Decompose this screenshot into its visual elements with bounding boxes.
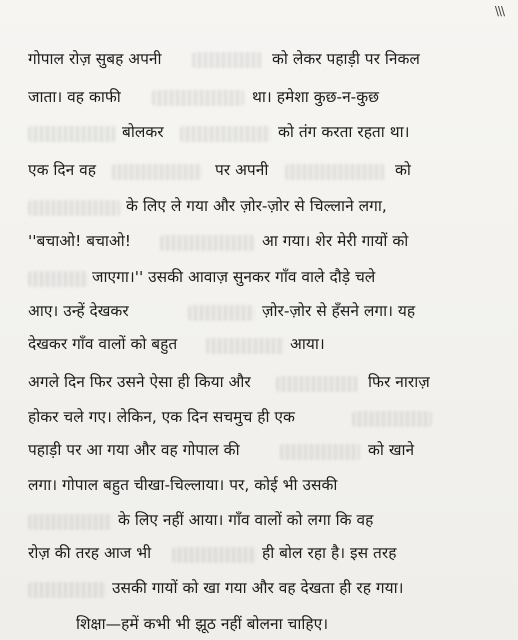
story-line-6-part-1: ''बचाओ! बचाओ! bbox=[28, 232, 132, 250]
story-line-4-part-2: पर अपनी bbox=[215, 161, 269, 179]
story-line-9-part-2: आया। bbox=[290, 335, 325, 353]
story-line-16: उसकी गायों को खा गया और वह देखता ही रह गया। bbox=[112, 579, 404, 597]
story-line-15-part-2: ही बोल रहा है। इस तरह bbox=[262, 544, 397, 562]
story-line-3-part-2: को तंग करता रहता था। bbox=[278, 123, 410, 141]
story-line-4-part-3: को bbox=[395, 161, 411, 179]
blank-gap bbox=[180, 126, 270, 142]
blank-gap bbox=[285, 164, 385, 180]
blank-gap bbox=[280, 444, 360, 460]
blank-gap bbox=[28, 514, 112, 530]
story-line-9-part-1: देखकर गाँव वालों को बहुत bbox=[28, 335, 178, 353]
story-line-4-part-1: एक दिन वह bbox=[28, 161, 97, 179]
story-line-10-part-1: अगले दिन फिर उसने ऐसा ही किया और bbox=[28, 373, 251, 391]
corner-scribble: \\\ bbox=[494, 4, 504, 18]
story-line-3-part-1: बोलकर bbox=[122, 123, 164, 141]
story-line-10-part-2: फिर नाराज़ bbox=[368, 373, 430, 391]
blank-gap bbox=[28, 126, 116, 142]
story-line-12-part-1: पहाड़ी पर आ गया और वह गोपाल की bbox=[28, 441, 240, 459]
blank-gap bbox=[172, 547, 256, 563]
story-line-1-part-1: गोपाल रोज़ सुबह अपनी bbox=[28, 50, 162, 68]
blank-gap bbox=[28, 271, 88, 287]
story-line-8-part-1: आए। उन्हें देखकर bbox=[28, 302, 129, 320]
moral-line: शिक्षा—हमें कभी भी झूठ नहीं बोलना चाहिए। bbox=[76, 615, 329, 633]
blank-gap bbox=[206, 338, 284, 354]
blank-gap bbox=[352, 411, 432, 427]
blank-gap bbox=[276, 376, 358, 392]
blank-gap bbox=[192, 52, 262, 68]
story-line-14: के लिए नहीं आया। गाँव वालों को लगा कि वह bbox=[118, 511, 374, 529]
story-line-11: होकर चले गए। लेकिन, एक दिन सचमुच ही एक bbox=[28, 408, 295, 426]
blank-gap bbox=[152, 90, 244, 106]
story-line-12-part-2: को खाने bbox=[368, 441, 415, 459]
story-line-2-part-2: था। हमेशा कुछ-न-कुछ bbox=[252, 88, 380, 106]
story-line-8-part-2: ज़ोर-ज़ोर से हँसने लगा। यह bbox=[262, 302, 416, 320]
blank-gap bbox=[112, 164, 202, 180]
story-line-5: के लिए ले गया और ज़ोर-ज़ोर से चिल्लाने लगा, bbox=[126, 197, 387, 215]
story-line-6-part-2: आ गया। शेर मेरी गायों को bbox=[262, 232, 409, 250]
story-line-2-part-1: जाता। वह काफी bbox=[28, 88, 121, 106]
blank-gap bbox=[28, 582, 106, 598]
blank-gap bbox=[28, 200, 120, 216]
story-line-13: लगा। गोपाल बहुत चीखा-चिल्लाया। पर, कोई भी उसकी bbox=[28, 476, 338, 494]
blank-gap bbox=[160, 235, 255, 251]
story-line-1-part-2: को लेकर पहाड़ी पर निकल bbox=[272, 50, 420, 68]
blank-gap bbox=[188, 305, 254, 321]
story-line-15-part-1: रोज़ की तरह आज भी bbox=[28, 544, 152, 562]
story-line-7: जाएगा।'' उसकी आवाज़ सुनकर गाँव वाले दौड़े चले bbox=[92, 268, 376, 286]
